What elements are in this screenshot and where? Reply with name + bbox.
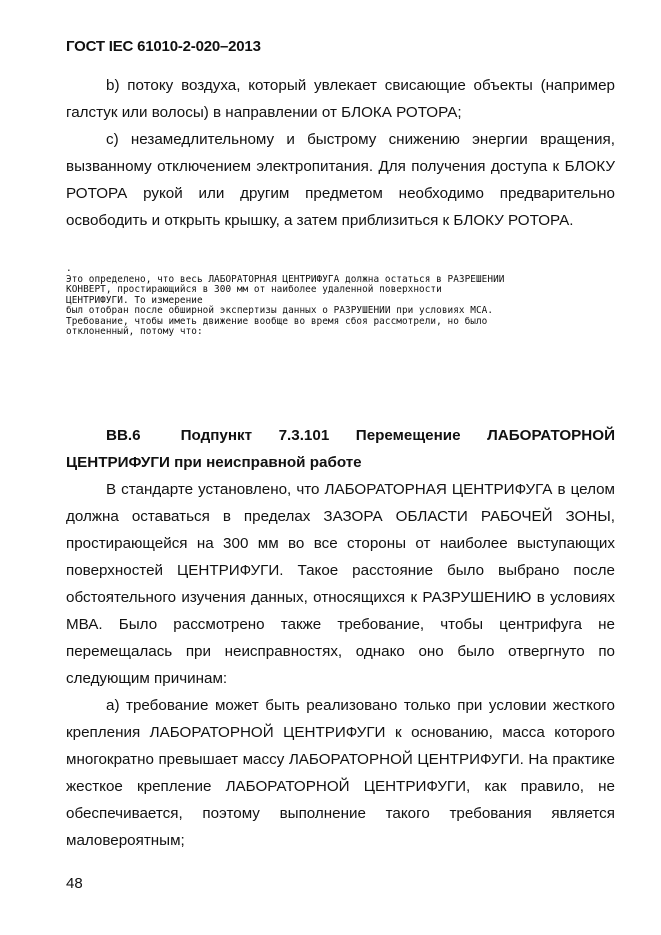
mono-line: КОНВЕРТ, простирающийся в 300 мм от наиболее удаленной поверхности (66, 284, 442, 295)
untranslated-text-block (66, 264, 626, 338)
section-paragraph: В стандарте установлено, что ЛАБОРАТОРНАЯ ЦЕНТРИФУГА в целом должна оставаться в пределах ЗАЗОРА ОБЛАСТИ РАБОЧЕЙ ЗОНЫ, простирающейся на 300 мм во все стороны от наиболее выступающих поверхностей ЦЕНТРИФУГИ. Такое расстояние было выбрано после обстоятельного изучения данных, относящихся к РАЗРУШЕНИЮ в условиях МВА. Было рассмотрено также требование, чтобы центрифуга не перемещалась при неисправностях, однако оно было отвергнуто по следующим причинам: (66, 481, 615, 687)
mono-line: был отобран после обширной экспертизы данных о РАЗРУШЕНИИ при условиях МСА. (66, 305, 494, 316)
paragraph-item-a: a) требование может быть реализовано только при условии жесткого крепления ЛАБОРАТОРНОЙ ЦЕНТРИФУГИ к основанию, масса которого многократно превышает массу ЛАБОРАТОРНОЙ ЦЕНТРИФУГИ. На практике жесткое крепление ЛАБОРАТОРНОЙ ЦЕНТРИФУГИ, как правило, не обеспечивается, поэтому выполнение такого требования является маловероятным; (66, 697, 615, 849)
mono-line: . (66, 263, 72, 274)
paragraph-item-b: b) потоку воздуха, который увлекает свисающие объекты (например галстук или волосы) в направлении от БЛОКА РОТОРА; (66, 77, 615, 121)
text-block-upper (66, 72, 615, 234)
section-number: ВВ.6 (106, 427, 141, 444)
mono-line: Требование, чтобы иметь движение вообще во время сбоя рассмотрели, но было (66, 315, 488, 327)
page-number: 48 (66, 875, 83, 892)
mono-line: ЦЕНТРИФУГИ. То измерение (66, 294, 203, 306)
section-title: Подпункт 7.3.101 Перемещение ЛАБОРАТОРНОЙ ЦЕНТРИФУГИ при неисправной работе (66, 427, 615, 471)
document-header: ГОСТ IEC 61010-2-020–2013 (66, 38, 261, 55)
text-block-section (66, 422, 615, 854)
mono-line: Это определено, что весь ЛАБОРАТОРНАЯ ЦЕНТРИФУГА должна остаться в РАЗРЕШЕНИИ (66, 273, 505, 285)
paragraph-item-c: c) незамедлительному и быстрому снижению энергии вращения, вызванному отключением электропитания. Для получения доступа к БЛОКУ РОТОРА рукой или другим предметом необходимо предварительно освободить и открыть крышку, а затем приблизиться к БЛОКУ РОТОРА. (66, 131, 615, 229)
section-heading (66, 422, 615, 476)
mono-line: отклоненный, потому что: (66, 326, 203, 337)
